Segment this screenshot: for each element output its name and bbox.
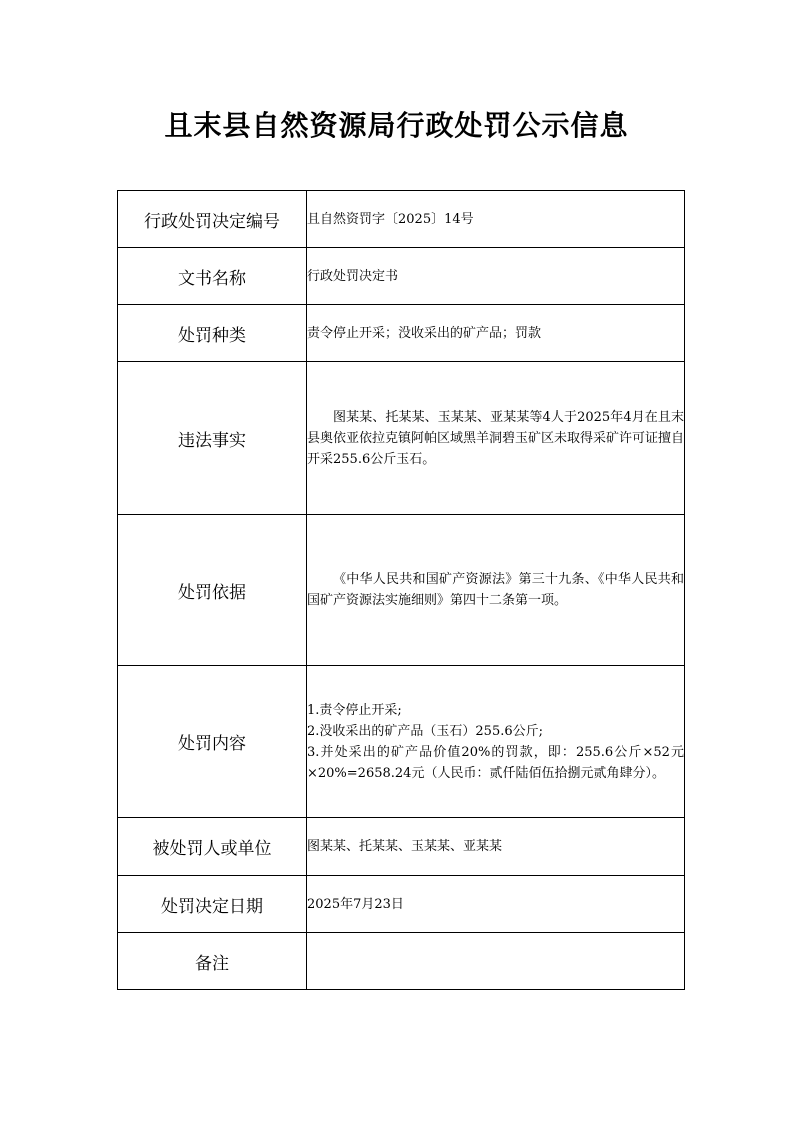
violation-facts-label: 违法事实 xyxy=(118,362,307,515)
table-row xyxy=(118,248,685,305)
table-row xyxy=(118,933,685,990)
penalty-content-value xyxy=(307,666,685,818)
table-row xyxy=(118,515,685,666)
table-row xyxy=(118,362,685,515)
decision-date-value: 2025年7月23日 xyxy=(307,876,685,933)
page-title: 且末县自然资源局行政处罚公示信息 xyxy=(164,109,629,142)
penalty-content-item: 2.没收采出的矿产品（玉石）255.6公斤; xyxy=(307,723,543,739)
penalty-info-table xyxy=(117,190,685,990)
penalty-content-item: 3.并处采出的矿产品价值20%的罚款，即：255.6公斤×52元×20%=2658.24元（人民币：贰仟陆佰伍拾捌元贰角肆分）。 xyxy=(307,744,684,781)
table-row xyxy=(118,305,685,362)
table-row xyxy=(118,191,685,248)
remarks-label: 备注 xyxy=(118,933,307,990)
penalty-content-label: 处罚内容 xyxy=(118,666,307,818)
penalized-party-value: 图某某、托某某、玉某某、亚某某 xyxy=(307,818,685,876)
penalty-basis-value: 《中华人民共和国矿产资源法》第三十九条、《中华人民共和国矿产资源法实施细则》第四十二条第一项。 xyxy=(307,515,685,666)
remarks-value xyxy=(307,933,685,990)
decision-date-label: 处罚决定日期 xyxy=(118,876,307,933)
decision-number-label: 行政处罚决定编号 xyxy=(118,191,307,248)
violation-facts-value: 图某某、托某某、玉某某、亚某某等4人于2025年4月在且末县奥依亚依拉克镇阿帕区域黑羊洞碧玉矿区未取得采矿许可证擅自开采255.6公斤玉石。 xyxy=(307,362,685,515)
table-row xyxy=(118,818,685,876)
decision-number-value: 且自然资罚字〔2025〕14号 xyxy=(307,191,685,248)
table-row xyxy=(118,666,685,818)
penalty-type-value: 责令停止开采；没收采出的矿产品；罚款 xyxy=(307,305,685,362)
table-row xyxy=(118,876,685,933)
penalized-party-label: 被处罚人或单位 xyxy=(118,818,307,876)
document-name-value: 行政处罚决定书 xyxy=(307,248,685,305)
penalty-content-item: 1.责令停止开采; xyxy=(307,702,402,718)
penalty-basis-label: 处罚依据 xyxy=(118,515,307,666)
document-name-label: 文书名称 xyxy=(118,248,307,305)
penalty-type-label: 处罚种类 xyxy=(118,305,307,362)
